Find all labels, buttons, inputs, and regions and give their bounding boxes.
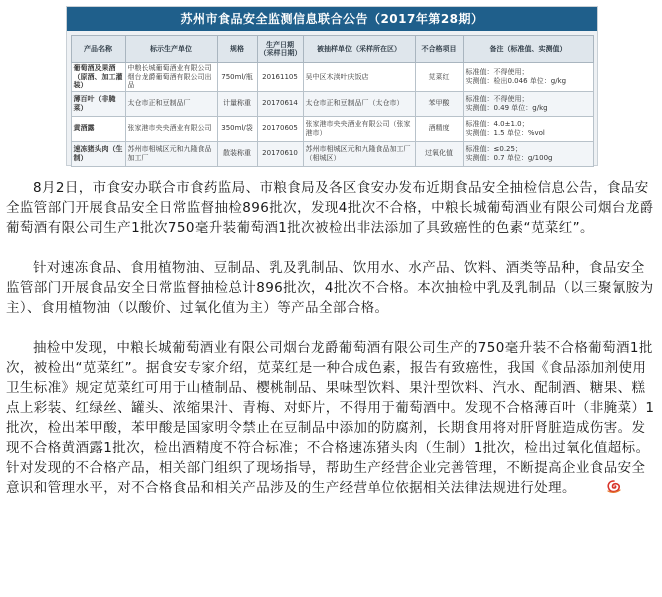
cell-date: 20170605 (257, 116, 303, 141)
remark-measured: 实测值：检出0.046 单位：g/kg (465, 76, 567, 85)
col-header: 标示生产单位 (125, 36, 217, 63)
remark-standard: 标准值：不得使用； (465, 95, 529, 103)
cell-remark (463, 91, 593, 116)
cell-failed-item: 过氧化值 (415, 141, 463, 166)
table-row (71, 63, 593, 92)
table-row (71, 141, 593, 166)
cell-date: 20170610 (257, 141, 303, 166)
article-body (6, 178, 656, 498)
cell-sampled-unit: 苏州市相城区元和九隆食品加工厂（相城区） (303, 141, 415, 166)
remark-measured: 实测值：1.5 单位：%vol (465, 128, 545, 137)
remark-measured: 实测值：0.7 单位：g/100g (465, 153, 553, 162)
table-header-row (71, 36, 593, 63)
col-header: 备注（标准值、实测值） (463, 36, 593, 63)
remark-standard: 标准值：不得使用； (465, 68, 529, 77)
cell-producer: 苏州市相城区元和九隆食品加工厂 (125, 141, 217, 166)
cell-product: 速冻猪头肉（生制） (71, 141, 125, 166)
cell-date: 20170614 (257, 91, 303, 116)
cell-remark (463, 141, 593, 166)
col-header: 生产日期（采样日期） (257, 36, 303, 63)
col-header: 规格 (217, 36, 257, 63)
col-header: 不合格项目 (415, 36, 463, 63)
cell-product: 葡萄酒及果酒（原酒、加工灌装） (71, 63, 125, 92)
notice-title: 苏州市食品安全监测信息联合公告（2017年第28期） (67, 7, 597, 31)
col-header: 产品名称 (71, 36, 125, 63)
article-paragraph: 8月2日，市食安办联合市食药监局、市粮食局及各区食安办发布近期食品安全抽检信息公告，食品安全监管部门开展食品安全日常监督抽检896批次，发现4批次不合格，中粮长城葡萄酒业有限公司烟台龙爵葡萄酒有限公司生产1批次750毫升装葡萄酒1批次被检出非法添加了具致癌性的色素“苋菜红”。 (6, 180, 654, 236)
cell-sampled-unit: 张家港市央央酒业有限公司（张家港市） (303, 116, 415, 141)
remark-standard: 标准值：4.0±1.0； (465, 120, 529, 128)
cell-failed-item: 酒精度 (415, 116, 463, 141)
swirl-logo-icon (579, 480, 595, 494)
inspection-table (71, 35, 594, 167)
cell-sampled-unit: 吴中区木渎叶庆饭店 (303, 63, 415, 92)
article-paragraph (6, 338, 656, 498)
cell-spec: 散装称重 (217, 141, 257, 166)
table-row (71, 116, 593, 141)
cell-spec: 350ml/袋 (217, 116, 257, 141)
col-header: 被抽样单位（采样所在区） (303, 36, 415, 63)
article-paragraph-text: 抽检中发现，中粮长城葡萄酒业有限公司烟台龙爵葡萄酒有限公司生产的750毫升装不合格葡萄酒1批次，被检出“苋菜红”。据食安专家介绍，苋菜红是一种合成色素，报告有致癌性，我国《食品添加剂使用卫生标准》规定苋菜红可用于山楂制品、樱桃制品、果味型饮料、果汁型饮料、汽水、配制酒、糖果、糕点上彩装、红绿丝、罐头、浓缩果汁、青梅、对虾片，不得用于葡萄酒中。发现不合格薄百叶（非腌菜）1批次，检出苯甲酸，苯甲酸是国家明令禁止在豆制品中添加的防腐剂，长期食用将对肝肾脏造成伤害。发现不合格黄酒露1批次，检出酒精度不符合标准；不合格速冻猪头肉（生制）1批次，检出过氧化值超标。针对发现的不合格产品，相关部门组织了现场指导，帮助生产经营企业完善管理，不断提高企业食品安全意识和管理水平，对不合格食品和相关产品涉及的生产经营单位依据相关法律法规进行处理。 (6, 340, 655, 496)
cell-product: 黄酒露 (71, 116, 125, 141)
cell-spec: 750ml/瓶 (217, 63, 257, 92)
remark-standard: 标准值：≤0.25； (465, 145, 522, 153)
cell-producer: 张家港市央央酒业有限公司 (125, 116, 217, 141)
notice-table-image (66, 6, 598, 166)
cell-remark (463, 63, 593, 92)
article-paragraph: 针对速冻食品、食用植物油、豆制品、乳及乳制品、饮用水、水产品、饮料、酒类等品种，食品安全监管部门开展食品安全日常监督抽检总计896批次，4批次不合格。本次抽检中乳及乳制品（以三聚氰胺为主）、食用植物油（以酸价、过氧化值为主）等产品全部合格。 (6, 260, 654, 316)
table-row (71, 91, 593, 116)
cell-producer: 太仓市正和豆制品厂 (125, 91, 217, 116)
cell-sampled-unit: 太仓市正和豆制品厂（太仓市） (303, 91, 415, 116)
cell-remark (463, 116, 593, 141)
cell-producer: 中粮长城葡萄酒业有限公司 烟台龙爵葡萄酒有限公司出品 (125, 63, 217, 92)
remark-measured: 实测值：0.49 单位：g/kg (465, 103, 548, 112)
cell-failed-item: 苋菜红 (415, 63, 463, 92)
cell-spec: 计量称重 (217, 91, 257, 116)
cell-date: 20161105 (257, 63, 303, 92)
cell-failed-item: 苯甲酸 (415, 91, 463, 116)
cell-product: 薄百叶（非腌菜） (71, 91, 125, 116)
